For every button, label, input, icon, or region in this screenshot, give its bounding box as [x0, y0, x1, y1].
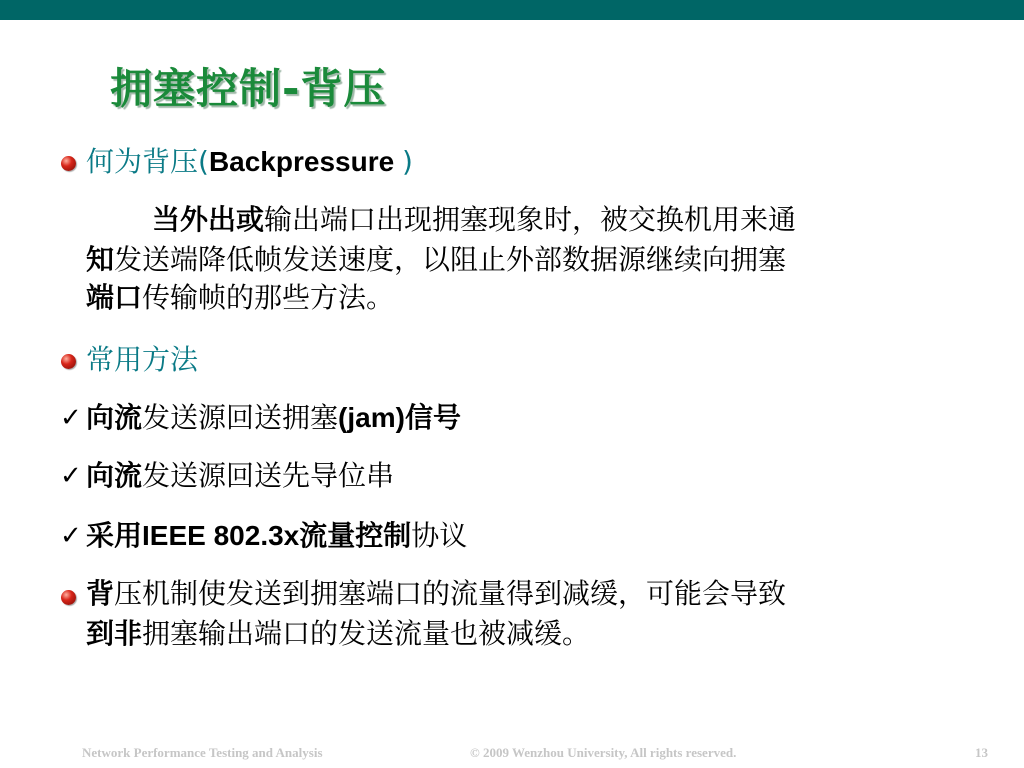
check3-latin: IEEE 802.3x — [142, 520, 300, 551]
check3-bold: 采用 — [86, 519, 143, 552]
effect2-rest: 拥塞输出端口的发送流量也被减缓。 — [142, 617, 591, 650]
footer-page-number: 13 — [975, 745, 988, 760]
bullet-backpressure-close: ) — [401, 145, 413, 178]
paragraph-line-1 — [152, 204, 796, 236]
bullet-icon — [61, 156, 76, 171]
check1-rest: 发送源回送拥塞 — [142, 401, 339, 434]
slide-title: 拥塞控制-背压 — [110, 64, 387, 113]
check2-bold: 向流 — [86, 459, 143, 492]
bullet-backpressure-en: Backpressure — [208, 146, 402, 177]
check-item-3 — [86, 520, 467, 552]
bullet-backpressure-heading — [86, 146, 413, 178]
bullet-icon — [61, 354, 76, 369]
check3-rest: 协议 — [411, 519, 468, 552]
bullet-backpressure-label: 何为背压( — [86, 145, 209, 178]
check3-tail: 流量控制 — [299, 519, 412, 552]
paragraph-line-2 — [86, 244, 786, 276]
bullet-backpressure-effect-line-1 — [86, 578, 786, 610]
bullet-icon — [61, 590, 76, 605]
check-item-1 — [86, 402, 461, 434]
top-bar — [0, 0, 1024, 20]
paragraph-line-3 — [86, 282, 394, 314]
check-item-2 — [86, 460, 394, 492]
footer-course-name: Network Performance Testing and Analysis — [82, 745, 323, 760]
bullet-backpressure-effect-line-2 — [86, 618, 590, 650]
effect1-rest: 压机制使发送到拥塞端口的流量得到减缓，可能会导致 — [114, 577, 787, 610]
para2-rest: 发送端降低帧发送速度，以阻止外部数据源继续向拥塞 — [114, 243, 787, 276]
check2-rest: 发送源回送先导位串 — [142, 459, 395, 492]
checkmark-icon: ✓ — [60, 403, 82, 433]
check1-bold: 向流 — [86, 401, 143, 434]
checkmark-icon: ✓ — [60, 521, 82, 551]
check1-latin: (jam) — [338, 402, 405, 433]
bullet-common-methods: 常用方法 — [86, 343, 199, 376]
para1-bold: 当外出或 — [152, 203, 265, 236]
para3-bold: 端口 — [86, 281, 143, 314]
effect1-bold: 背 — [86, 577, 115, 610]
effect2-bold: 到非 — [86, 617, 143, 650]
para1-rest: 输出端口出现拥塞现象时，被交换机用来通 — [264, 203, 797, 236]
check1-tail: 信号 — [404, 401, 461, 434]
para3-rest: 传输帧的那些方法。 — [142, 281, 395, 314]
para2-bold: 知 — [86, 243, 115, 276]
footer-copyright: © 2009 Wenzhou University, All rights reserved. — [470, 745, 737, 760]
checkmark-icon: ✓ — [60, 461, 82, 491]
